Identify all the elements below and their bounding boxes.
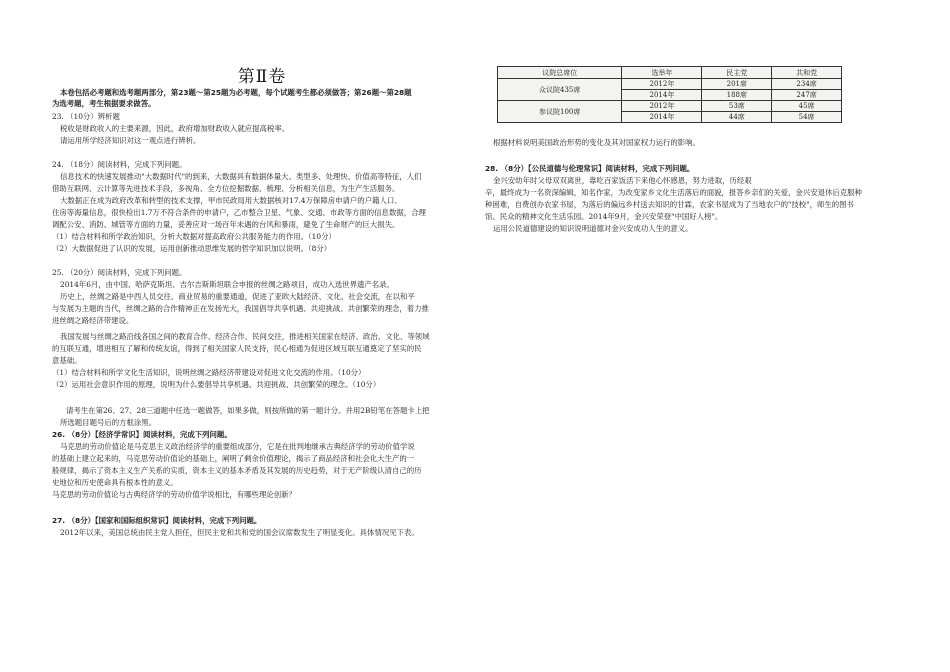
house-cell: 参议院100席 (498, 101, 622, 123)
table-cell: 2012年 (622, 101, 702, 112)
q25-line-5: 我国发展与丝绸之路沿线各国之间的教育合作、经济合作、民间交往，推进相关国家在经济、政治、文化、等领域 (60, 332, 430, 341)
table-row (498, 79, 842, 90)
table-cell: 188席 (702, 90, 772, 101)
congress-seats-table (497, 66, 842, 123)
q23-heading: 23. （10分）辨析题 (52, 112, 120, 121)
q24-sub-1: （1）结合材料和所学政治知识，分析大数据对提高政府公共服务能力的作用。（10分） (52, 232, 336, 241)
table-header: 民主党 (702, 67, 772, 79)
q28-heading: 28. （8分）【公民道德与伦理常识】阅读材料，完成下列问题。 (485, 164, 695, 173)
q26-line-4: 史地位和历史使命具有根本性的意义。 (52, 478, 178, 487)
table-header: 选举年 (622, 67, 702, 79)
q25-line-4: 进丝绸之路经济带建设。 (52, 316, 134, 325)
table-caption: 根据材料说明美国政治形势的变化及其对国家权力运行的影响。 (493, 138, 700, 147)
q25-line-1: 2014年6月，由中国、哈萨克斯坦、吉尔吉斯斯坦联合申报的丝绸之路项目，成功入选世界遗产名录。 (60, 280, 394, 289)
table-cell: 247席 (772, 90, 842, 101)
q23-line-2: 请运用所学经济知识对这一观点进行辨析。 (60, 136, 201, 145)
q25-sub-1: （1）结合材料和所学文化生活知识，说明丝绸之路经济带建设对促进文化交流的作用。（10分） (52, 368, 366, 377)
q25-line-6: 的互联互通，增进相互了解和传统友谊，得到了相关国家人民支持，民心相通为促进区域互联互通奠定了坚实的民 (52, 344, 422, 353)
table-cell: 2012年 (622, 79, 702, 90)
q25-line-3: 与发展为主题的当代，丝绸之路的合作精神正在发扬光大，我国倡导共享机遇、共迎挑战、共创繁荣的理念，着力推 (52, 304, 429, 313)
table-cell: 2014年 (622, 90, 702, 101)
intro-line-1: 本卷包括必考题和选考题两部分，第23题～第25题为必考题，每个试题考生都必须做答；第26题～第28题 (60, 88, 412, 97)
q26-line-3: 般规律，揭示了资本主义生产关系的实质，资本主义的基本矛盾及其发展的历史趋势，对于无产阶级认清自己的历 (52, 466, 422, 475)
q25-line-7: 意基础。 (52, 356, 82, 365)
intro-line-2: 为选考题，考生根据要求做答。 (52, 99, 156, 108)
table-row (498, 101, 842, 112)
section-title: 第Ⅱ卷 (237, 67, 287, 87)
elective-note-2: 所选题目题号后的方框涂黑。 (60, 418, 157, 427)
house-cell: 众议院435席 (498, 79, 622, 101)
q28-line-1: 金兴安幼年时父母双双离世，靠吃百家饭活下来他心怀感恩，努力进取，历经艰 (493, 176, 752, 185)
q27-line-1: 2012年以来，美国总统由民主党人担任，但民主党和共和党的国会议席数发生了明显变化。具体情况见下表。 (60, 528, 419, 537)
table-cell: 2014年 (622, 112, 702, 123)
table-cell: 45席 (772, 101, 842, 112)
q26-line-2: 的基础上建立起来的，马克思劳动价值论的基础上，阐明了剩余价值理论，揭示了商品经济和社会化大生产的一 (52, 454, 415, 463)
table-header: 共和党 (772, 67, 842, 79)
table-cell: 54席 (772, 112, 842, 123)
q26-heading: 26. （8分）【经济学常识】阅读材料，完成下列问题。 (52, 430, 232, 439)
elective-note-1: 请考生在第26、27、28三道题中任选一题做答，如果多做，则按所做的第一题计分。并用2B铅笔在答题卡上把 (66, 406, 430, 415)
q25-sub-2: （2）运用社会意识作用的原理，说明为什么要倡导共享机遇、共迎挑战、共创繁荣的理念。（10分） (52, 380, 381, 389)
table-cell: 201席 (702, 79, 772, 90)
q24-line-1: 信息技术的快速发展推动"大数据时代"的到来，大数据具有数据体量大、类型多、处理快、价值高等特征，人们 (60, 172, 422, 181)
table-cell: 44席 (702, 112, 772, 123)
q23-line-1: 税收是财政收入的主要来源，因此，政府增加财政收入就应提高税率。 (60, 124, 290, 133)
q28-line-2: 辛，最终成为一名资深编辑，知名作家，为改变家乡文化生活落后的面貌，报答乡亲们的关爱，金兴安退休后克服种 (485, 188, 862, 197)
q25-line-2: 历史上，丝绸之路是中西人员交往、商业贸易的重要通道，促进了亚欧大陆经济、文化、社会交流，在以和平 (60, 292, 415, 301)
table-header: 议院总席位 (498, 67, 622, 79)
q24-heading: 24. （18分）阅读材料，完成下列问题。 (52, 160, 187, 169)
q24-sub-2: （2）大数据促进了认识的发展，运用创新推动思维发展的哲学知识加以说明。（8分） (52, 244, 332, 253)
q24-line-3: 大数据正在成为政府改革和转型的技术支撑，甲市民政局用大数据核对17.4万保障房申请户的户籍人口、 (60, 196, 402, 205)
q27-heading: 27. （8分）【国家和国际组织常识】阅读材料，完成下列问题。 (52, 516, 262, 525)
q28-question: 运用公民道德建设的知识说明道德对金兴安成功人生的意义。 (493, 224, 693, 233)
q24-line-4: 住房等海量信息，很快检出1.7万不符合条件的申请户，乙市整合卫星、气象、交通、市政等方面的信息数据，合理 (52, 208, 426, 217)
q24-line-5: 调配公安、消防、城管等方面的力量，妥善应对一场百年未遇的台风和暴雨，避免了生命财产的巨大损失。 (52, 220, 400, 229)
q28-line-4: 馆、民众的精神文化生活乐园。2014年9月，金兴安荣登"中国好人榜"。 (485, 212, 723, 221)
q24-line-2: 借助互联网、云计算等先进技术手段，多视角、全方位挖掘数据、梳理、分析相关信息，为生产生活服务。 (52, 184, 400, 193)
table-cell: 234席 (772, 79, 842, 90)
q25-heading: 25. （20分）阅读材料，完成下列问题。 (52, 268, 187, 277)
q26-line-1: 马克思的劳动价值论是马克思主义政治经济学的重要组成部分，它是在批判地继承古典经济学的劳动价值学说 (60, 442, 415, 451)
q28-line-3: 种困难，自费创办农家书屋，为落后的偏远乡村送去知识的甘霖，农家书屋成为了当地农户的"技校"，师生的图书 (485, 200, 854, 209)
q26-question: 马克思的劳动价值论与古典经济学的劳动价值学说相比，有哪些理论创新？ (52, 490, 296, 499)
table-cell: 53席 (702, 101, 772, 112)
